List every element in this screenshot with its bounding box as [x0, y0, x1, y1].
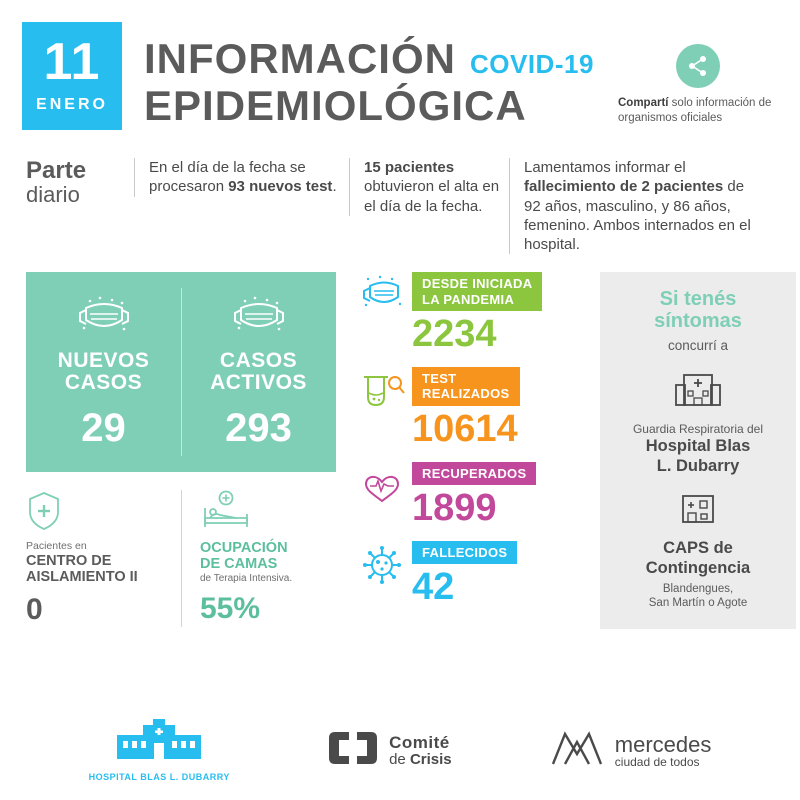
stat-fallecidos: [358, 541, 586, 609]
stat-value: 293: [225, 406, 292, 451]
left-column: [26, 272, 336, 627]
symptoms-title-line1: Si tenés: [659, 288, 737, 311]
parte-col2-rest: obtuvieron el alta en el día de la fecha.: [364, 178, 500, 215]
parte-col2-bold: 15 pacientes: [364, 159, 455, 177]
mask-icon: [76, 294, 132, 340]
caps-places-line2: San Martín o Agote: [648, 597, 748, 610]
parte-col1-post: .: [332, 178, 337, 196]
symptoms-panel: [600, 272, 796, 629]
stat-tag-line1: RECUPERADOS: [422, 465, 527, 481]
parte-col3-bold: fallecimiento de 2 pacientes: [524, 178, 724, 196]
parte-column-altas: [349, 158, 509, 216]
parte-col1-bold: 93 nuevos test: [228, 178, 333, 196]
hospital-name-line2: L. Dubarry: [656, 456, 740, 475]
stat-ocupacion-camas: [181, 490, 336, 627]
parte-column-tests: [134, 158, 349, 196]
stat-label-line1: CASOS: [219, 349, 298, 373]
stat-title-line2: DE CAMAS: [200, 556, 278, 573]
symptoms-title: [612, 288, 784, 332]
comite-logo-line2-bold: Crisis: [409, 750, 452, 768]
stat-body: [412, 541, 586, 609]
stat-value: 0: [26, 593, 43, 627]
comite-logo-line1: Comité: [389, 732, 450, 752]
page-subtitle: EPIDEMIOLÓGICA: [144, 82, 527, 129]
parte-diario-row: [0, 130, 800, 254]
hospital-pre-label: Guardia Respiratoria del: [632, 422, 764, 437]
green-summary-panel: [26, 272, 336, 472]
stat-tag-line1: FALLECIDOS: [422, 544, 508, 560]
stat-nuevos-casos: [26, 272, 181, 472]
footer: [0, 719, 800, 782]
mercedes-logo-text: [615, 733, 712, 769]
header: [0, 0, 800, 130]
lab-test-icon: [358, 367, 412, 418]
comite-logo-line2: [389, 752, 452, 768]
mercedes-logo: [549, 728, 712, 773]
stat-sub-label: de Terapia Intensiva.: [200, 572, 293, 584]
stat-recuperados: [358, 462, 586, 527]
mask-person-icon: [358, 272, 412, 323]
symptoms-title-line2: síntomas: [654, 310, 742, 333]
stat-title-line2: AISLAMIENTO II: [26, 569, 138, 586]
stat-label-line1: NUEVOS: [57, 349, 150, 373]
date-box: [22, 22, 122, 130]
share-block: [618, 22, 778, 126]
stat-value: 2234: [412, 312, 497, 355]
stat-desde-iniciada-pandemia: [358, 272, 586, 353]
hospital-name: [612, 437, 784, 476]
stat-tag: [412, 541, 517, 564]
page-title: INFORMACIÓN: [144, 35, 456, 82]
stat-label: [58, 350, 150, 394]
stat-body: [412, 462, 586, 527]
stat-casos-activos: [181, 272, 336, 472]
mercedes-logo-line1: mercedes: [614, 731, 712, 757]
stat-tag: [412, 462, 536, 485]
date-day: 11: [43, 33, 101, 92]
title-block: [144, 22, 618, 130]
mercedes-logo-icon: [549, 728, 605, 773]
parte-col3-pre: Lamentamos informar el: [524, 159, 686, 177]
stat-pre-label: Pacientes en: [26, 540, 87, 553]
stat-value: 10614: [412, 407, 518, 450]
hospital-building-icon: [612, 365, 784, 416]
caps-name-line1: CAPS de: [663, 539, 733, 558]
stat-tag: [412, 272, 542, 311]
caps-name: [612, 539, 784, 578]
stat-value: 1899: [412, 486, 497, 529]
parte-col3-post: de 92 años, masculino, y 86 años, femenino. Ambos internados en el hospital.: [524, 178, 751, 254]
parte-diario-label: [26, 158, 134, 206]
stat-title-line1: OCUPACIÓN: [200, 540, 288, 557]
stat-label-line2: ACTIVOS: [210, 371, 307, 395]
mercedes-logo-line2: ciudad de todos: [614, 754, 700, 769]
stat-title: [200, 540, 328, 572]
share-icon: [676, 44, 720, 88]
hospital-name-line1: Hospital Blas: [645, 437, 751, 456]
covid-label: COVID-19: [469, 49, 594, 79]
stat-tag-line1: DESDE INICIADA: [422, 276, 533, 292]
parte-column-fallecidos: [509, 158, 761, 254]
stat-tag-line1: TEST: [422, 370, 457, 386]
comite-logo-line2-pre: de: [389, 750, 410, 768]
stat-value: 29: [81, 406, 126, 451]
stat-title: [26, 553, 173, 585]
clinic-building-icon: [612, 488, 784, 533]
hospital-logo: [89, 719, 230, 782]
date-month: ENERO: [36, 95, 108, 113]
stat-centro-aislamiento: [26, 490, 181, 627]
stat-body: [412, 367, 586, 448]
stat-test-realizados: [358, 367, 586, 448]
shield-cross-icon: [26, 490, 173, 534]
comite-logo: [327, 728, 452, 773]
panel-divider: [181, 288, 182, 456]
parte-col1-pre: En el día de la fecha se procesaron: [149, 159, 306, 196]
share-text: [618, 96, 778, 126]
heart-hand-icon: [358, 462, 412, 513]
share-text-bold: Compartí: [618, 97, 669, 109]
mask-icon: [231, 294, 287, 340]
stat-tag-line2: LA PANDEMIA: [422, 291, 515, 307]
stat-value: 55%: [200, 591, 261, 625]
stat-label-line2: CASOS: [64, 371, 143, 395]
title-line-1: [144, 35, 618, 82]
parte-label-line1: Parte: [26, 157, 87, 185]
stat-tag: [412, 367, 520, 406]
comite-logo-icon: [327, 728, 379, 773]
virus-icon: [358, 541, 412, 592]
stat-label: [210, 350, 307, 394]
comite-logo-text: [389, 734, 452, 768]
caps-places: [612, 582, 784, 611]
caps-name-line2: Contingencia: [645, 558, 751, 577]
stat-tag-line2: REALIZADOS: [422, 386, 510, 402]
hospital-logo-caption: HOSPITAL BLAS L. DUBARRY: [88, 772, 230, 782]
stat-title-line1: CENTRO DE: [26, 552, 112, 569]
share-text-rest: solo información de organismos oficiales: [618, 97, 772, 125]
hospital-logo-icon: [99, 719, 219, 768]
small-stats-row: [26, 490, 336, 627]
symptoms-subtitle: concurrí a: [667, 338, 729, 354]
hospital-bed-icon: [200, 490, 328, 534]
stat-body: [412, 272, 586, 353]
parte-label-line2: diario: [26, 182, 80, 208]
stat-value: 42: [412, 566, 455, 609]
stat-list: [358, 272, 586, 620]
main-content: [0, 254, 800, 629]
caps-places-line1: Blandengues,: [662, 583, 734, 596]
